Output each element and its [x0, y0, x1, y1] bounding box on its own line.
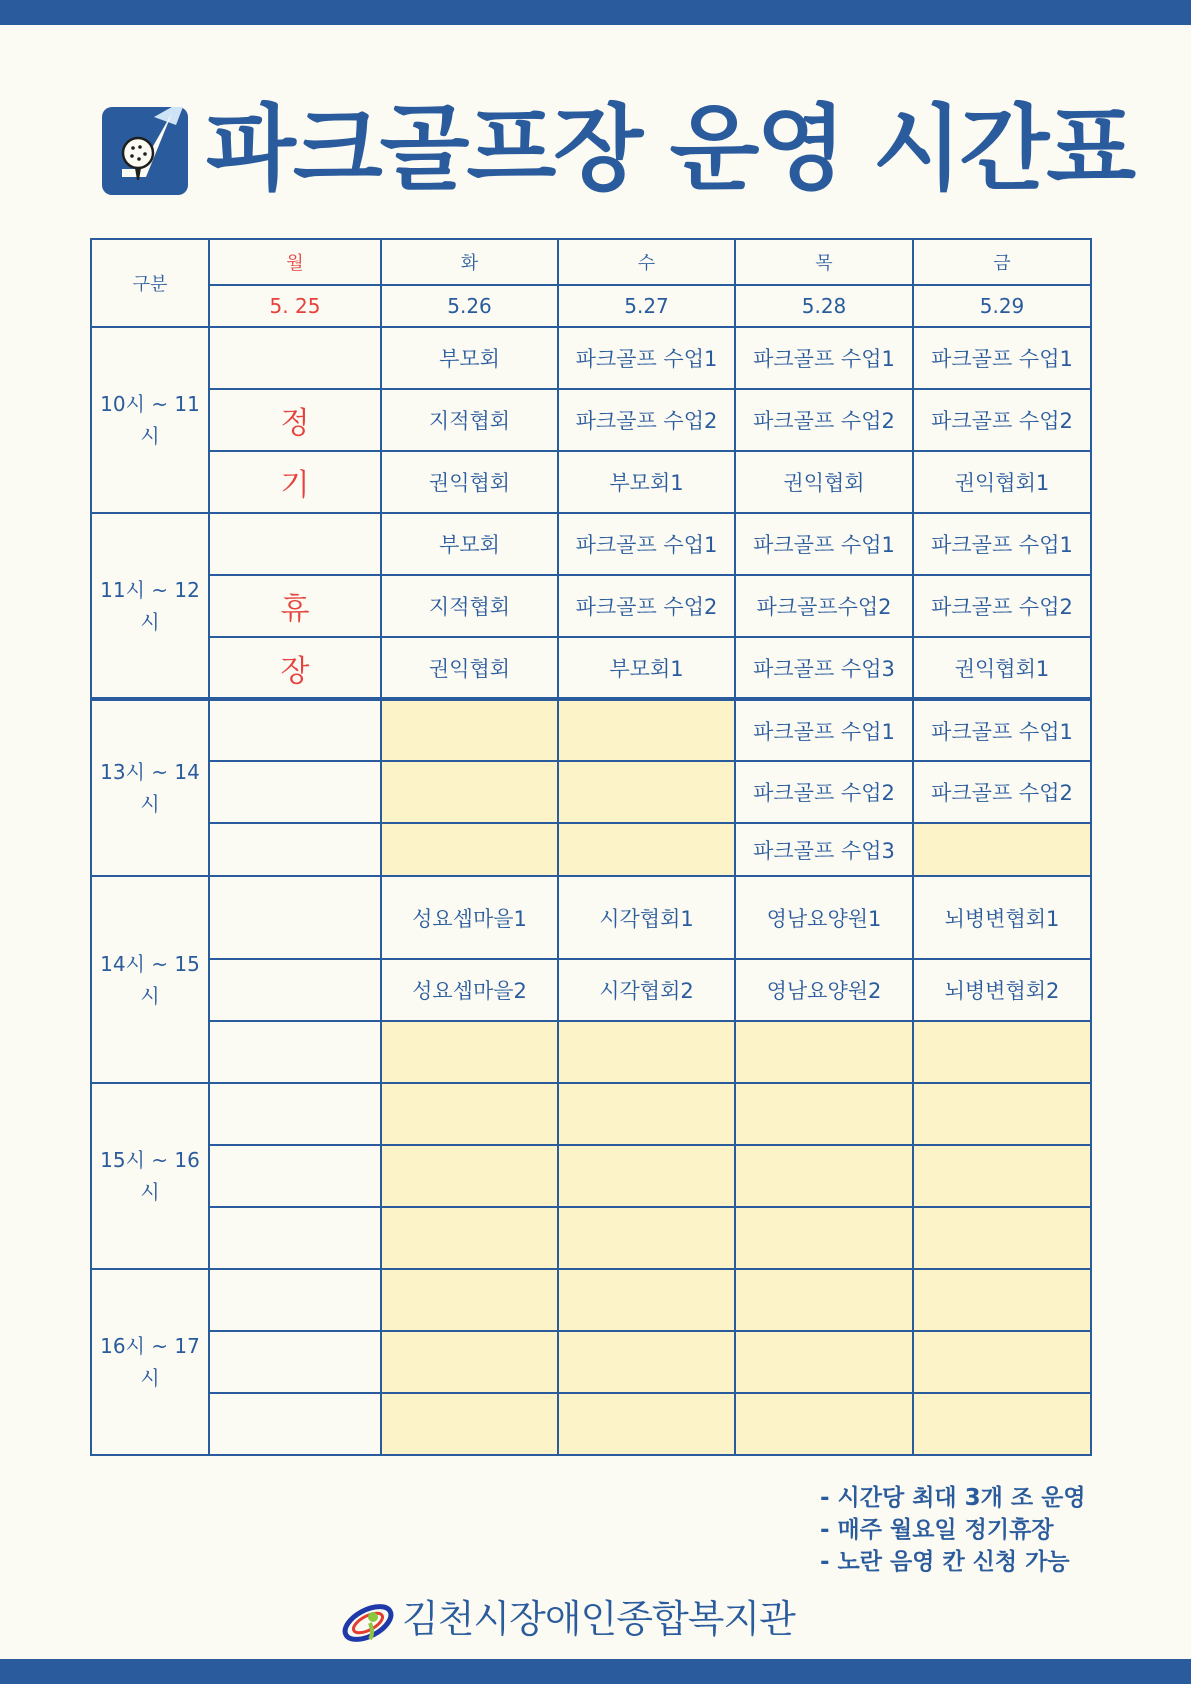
schedule-cell: 지적협회 [381, 575, 558, 637]
schedule-cell: 영남요양원2 [735, 959, 913, 1021]
schedule-cell: 부모회1 [558, 637, 735, 699]
schedule-cell: 부모회 [381, 327, 558, 389]
note-item: - 시간당 최대 3개 조 운영 [820, 1485, 1086, 1511]
schedule-cell [209, 699, 381, 761]
available-cell [558, 1331, 735, 1393]
page-title: 파크골프장 운영 시간표 [206, 95, 1134, 203]
table-row [91, 1021, 1091, 1083]
available-cell [913, 1207, 1091, 1269]
table-row [91, 1269, 1091, 1331]
available-cell [381, 699, 558, 761]
closed-notice-char: 휴 [209, 575, 381, 637]
schedule-cell: 파크골프 수업1 [913, 327, 1091, 389]
schedule-cell [209, 1269, 381, 1331]
day-header: 수 [558, 239, 735, 285]
available-cell [381, 1393, 558, 1455]
available-cell [558, 1145, 735, 1207]
schedule-cell: 부모회1 [558, 451, 735, 513]
available-cell [735, 1269, 913, 1331]
available-cell [381, 761, 558, 823]
golf-club-ball-icon [102, 107, 188, 195]
welfare-center-logo-icon [340, 1599, 398, 1643]
date-header: 5. 25 [209, 285, 381, 327]
schedule-cell: 시각협회1 [558, 876, 735, 959]
schedule-cell: 파크골프 수업2 [558, 389, 735, 451]
schedule-cell: 성요셉마을1 [381, 876, 558, 959]
corner-label: 구분 [91, 239, 209, 327]
schedule-cell: 파크골프 수업3 [735, 823, 913, 876]
schedule-cell: 뇌병변협회2 [913, 959, 1091, 1021]
schedule-cell [209, 1331, 381, 1393]
table-row [91, 1145, 1091, 1207]
available-cell [913, 1021, 1091, 1083]
table-row [91, 389, 1091, 451]
available-cell [913, 823, 1091, 876]
schedule-cell: 권익협회 [381, 451, 558, 513]
schedule-cell: 파크골프 수업1 [558, 513, 735, 575]
available-cell [381, 1207, 558, 1269]
date-header-row [91, 285, 1091, 327]
schedule-cell [209, 823, 381, 876]
schedule-cell: 부모회 [381, 513, 558, 575]
available-cell [558, 1269, 735, 1331]
bottom-border-bar [0, 1659, 1191, 1684]
time-slot-label: 15시 ~ 16시 [91, 1083, 209, 1269]
available-cell [735, 1021, 913, 1083]
schedule-cell [209, 1207, 381, 1269]
schedule-cell [209, 959, 381, 1021]
available-cell [558, 761, 735, 823]
schedule-cell: 파크골프 수업1 [735, 699, 913, 761]
available-cell [381, 1331, 558, 1393]
schedule-cell: 파크골프 수업1 [735, 513, 913, 575]
schedule-cell [209, 513, 381, 575]
available-cell [381, 1021, 558, 1083]
schedule-cell: 시각협회2 [558, 959, 735, 1021]
schedule-cell: 파크골프 수업2 [735, 389, 913, 451]
table-row [91, 1083, 1091, 1145]
available-cell [913, 1269, 1091, 1331]
table-row [91, 876, 1091, 959]
schedule-cell: 권익협회1 [913, 637, 1091, 699]
schedule-cell [209, 761, 381, 823]
schedule-cell: 파크골프 수업1 [913, 513, 1091, 575]
available-cell [735, 1207, 913, 1269]
available-cell [913, 1083, 1091, 1145]
schedule-cell: 권익협회 [381, 637, 558, 699]
schedule-cell [209, 1021, 381, 1083]
available-cell [381, 823, 558, 876]
table-row [91, 761, 1091, 823]
schedule-cell [209, 876, 381, 959]
time-slot-label: 10시 ~ 11시 [91, 327, 209, 513]
time-slot-label: 14시 ~ 15시 [91, 876, 209, 1083]
date-header: 5.27 [558, 285, 735, 327]
day-header-row [91, 239, 1091, 285]
table-row [91, 959, 1091, 1021]
schedule-cell [209, 1083, 381, 1145]
note-item: - 매주 월요일 정기휴장 [820, 1517, 1054, 1543]
closed-notice-char: 기 [209, 451, 381, 513]
schedule-cell [209, 1145, 381, 1207]
available-cell [381, 1269, 558, 1331]
schedule-cell: 파크골프 수업2 [558, 575, 735, 637]
table-row [91, 1207, 1091, 1269]
note-item: - 노란 음영 칸 신청 가능 [820, 1549, 1070, 1575]
schedule-cell: 파크골프 수업1 [558, 327, 735, 389]
available-cell [558, 699, 735, 761]
available-cell [558, 1207, 735, 1269]
schedule-cell: 뇌병변협회1 [913, 876, 1091, 959]
available-cell [558, 823, 735, 876]
day-header: 금 [913, 239, 1091, 285]
schedule-cell: 파크골프 수업2 [913, 389, 1091, 451]
date-header: 5.26 [381, 285, 558, 327]
table-row [91, 327, 1091, 389]
table-row [91, 1331, 1091, 1393]
available-cell [381, 1145, 558, 1207]
available-cell [558, 1393, 735, 1455]
table-row [91, 1393, 1091, 1455]
time-slot-label: 16시 ~ 17시 [91, 1269, 209, 1455]
day-header: 월 [209, 239, 381, 285]
time-slot-label: 13시 ~ 14시 [91, 699, 209, 876]
schedule-cell: 파크골프 수업2 [735, 761, 913, 823]
available-cell [558, 1083, 735, 1145]
schedule-cell: 파크골프 수업1 [735, 327, 913, 389]
available-cell [558, 1021, 735, 1083]
available-cell [735, 1145, 913, 1207]
footer [340, 1595, 800, 1645]
day-header: 목 [735, 239, 913, 285]
schedule-cell: 영남요양원1 [735, 876, 913, 959]
available-cell [735, 1393, 913, 1455]
schedule-cell [209, 327, 381, 389]
organization-name: 김천시장애인종합복지관 [402, 1597, 795, 1641]
schedule-cell: 지적협회 [381, 389, 558, 451]
schedule-cell [209, 1393, 381, 1455]
schedule-table [90, 238, 1092, 1456]
table-row [91, 451, 1091, 513]
schedule-cell: 파크골프 수업2 [913, 761, 1091, 823]
closed-notice-char: 정 [209, 389, 381, 451]
available-cell [913, 1331, 1091, 1393]
page-header [100, 95, 1134, 205]
table-row [91, 637, 1091, 699]
date-header: 5.29 [913, 285, 1091, 327]
schedule-cell: 파크골프 수업2 [913, 575, 1091, 637]
schedule-cell: 권익협회 [735, 451, 913, 513]
time-slot-label: 11시 ~ 12시 [91, 513, 209, 699]
schedule-cell: 파크골프수업2 [735, 575, 913, 637]
day-header: 화 [381, 239, 558, 285]
closed-notice-char: 장 [209, 637, 381, 699]
table-row [91, 823, 1091, 876]
top-border-bar [0, 0, 1191, 25]
schedule-cell: 파크골프 수업1 [913, 699, 1091, 761]
available-cell [381, 1083, 558, 1145]
date-header: 5.28 [735, 285, 913, 327]
schedule-cell: 파크골프 수업3 [735, 637, 913, 699]
available-cell [913, 1145, 1091, 1207]
notes-list [820, 1482, 1086, 1578]
table-row [91, 699, 1091, 761]
table-row [91, 575, 1091, 637]
available-cell [735, 1083, 913, 1145]
table-row [91, 513, 1091, 575]
available-cell [913, 1393, 1091, 1455]
available-cell [735, 1331, 913, 1393]
schedule-cell: 권익협회1 [913, 451, 1091, 513]
schedule-cell: 성요셉마을2 [381, 959, 558, 1021]
